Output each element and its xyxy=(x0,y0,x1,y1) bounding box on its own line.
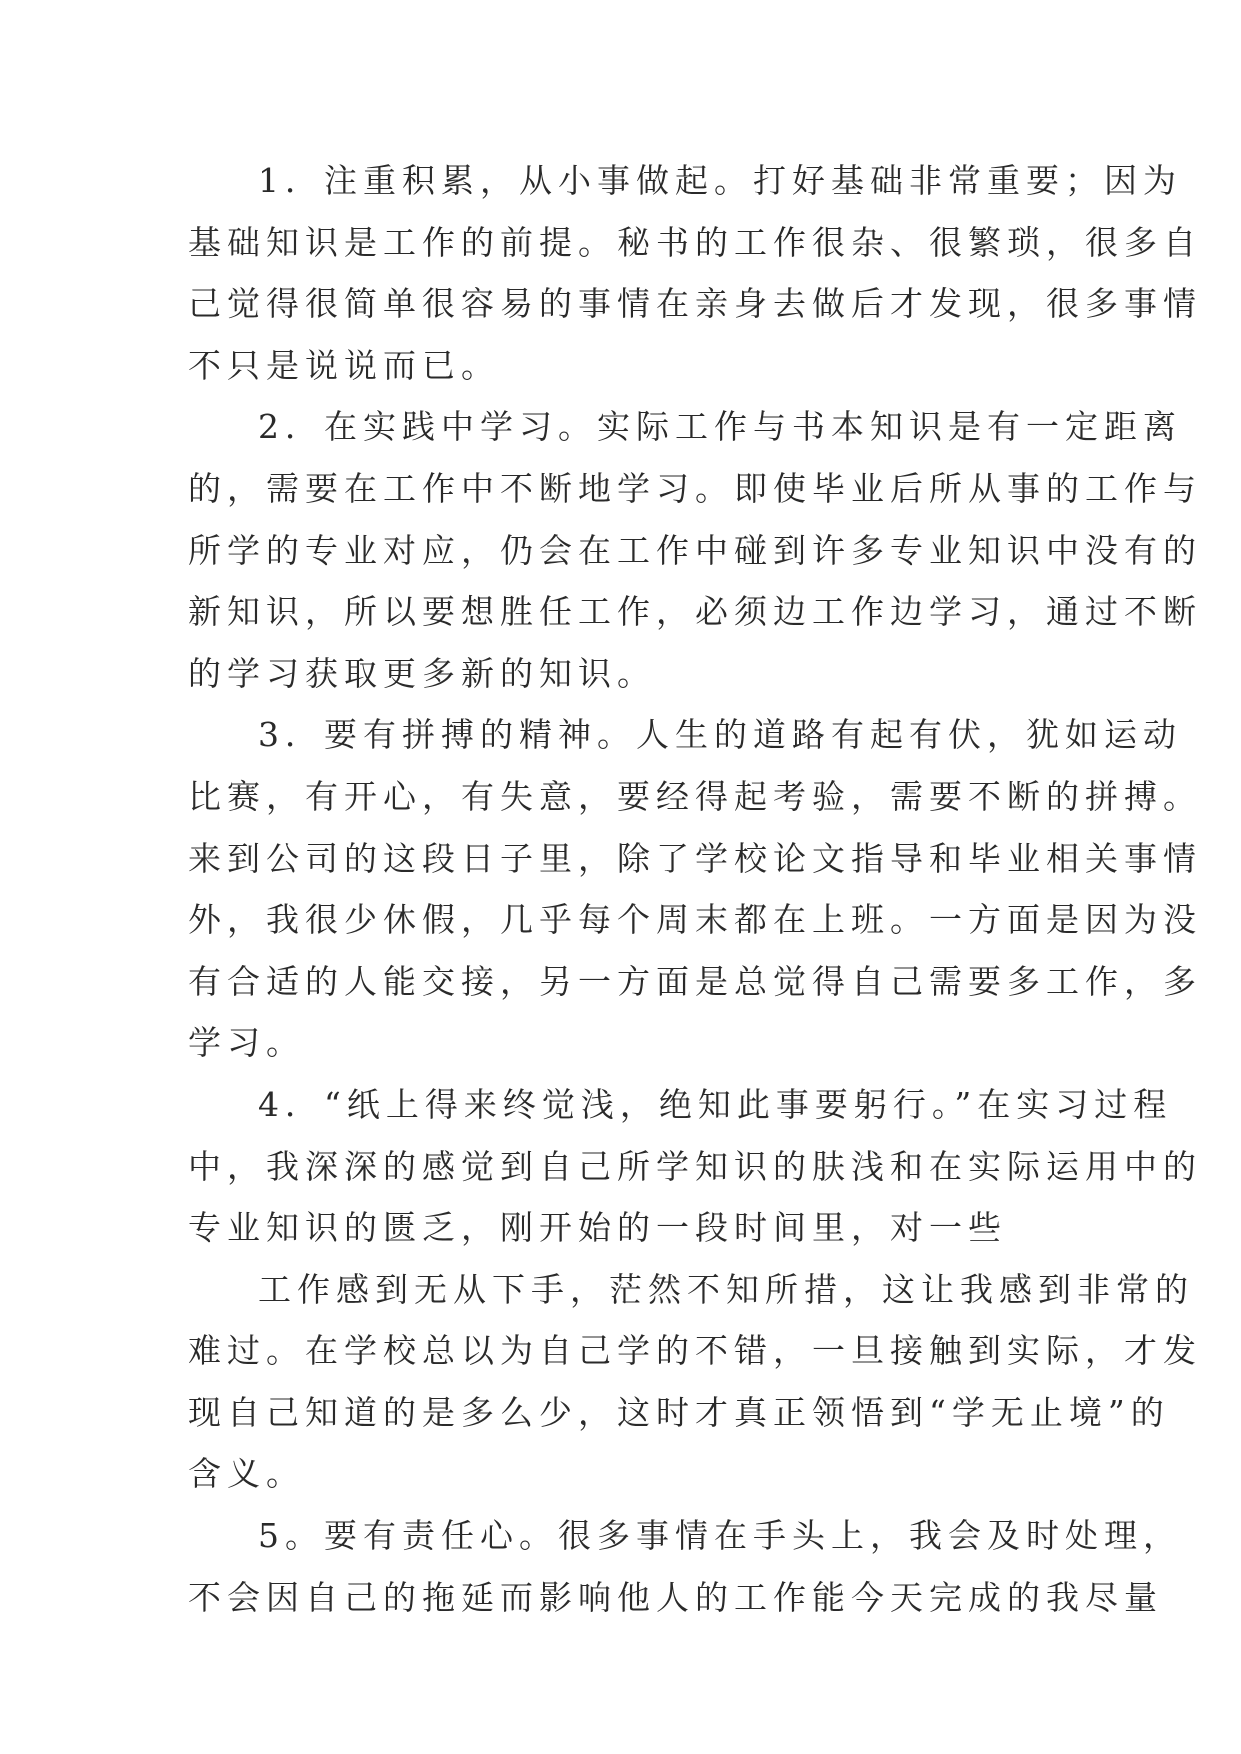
paragraph-4-line-2: 中，我深深的感觉到自己所学知识的肤浅和在实际运用中的 xyxy=(188,1146,1202,1186)
paragraph-3-line-2: 比赛，有开心，有失意，要经得起考验，需要不断的拼搏。 xyxy=(188,776,1202,816)
paragraph-4-line-3: 专业知识的匮乏，刚开始的一段时间里，对一些 xyxy=(188,1208,1007,1248)
paragraph-3-line-4: 外，我很少休假，几乎每个周末都在上班。一方面是因为没 xyxy=(188,900,1202,940)
paragraph-5-line-1: 工作感到无从下手，茫然不知所措，这让我感到非常的 xyxy=(258,1269,1194,1309)
paragraph-6-line-1: 5。要有责任心。很多事情在手头上，我会及时处理， xyxy=(258,1516,1182,1556)
paragraph-5-line-4: 含义。 xyxy=(188,1454,305,1494)
paragraph-2-line-5: 的学习获取更多新的知识。 xyxy=(188,653,656,693)
paragraph-1-line-2: 基础知识是工作的前提。秘书的工作很杂、很繁琐，很多自 xyxy=(188,222,1202,262)
paragraph-3-line-1: 3．要有拼搏的精神。人生的道路有起有伏，犹如运动 xyxy=(258,715,1182,755)
paragraph-2-line-1: 2．在实践中学习。实际工作与书本知识是有一定距离 xyxy=(258,407,1182,447)
paragraph-1-line-4: 不只是说说而已。 xyxy=(188,345,500,385)
paragraph-3-line-3: 来到公司的这段日子里，除了学校论文指导和毕业相关事情 xyxy=(188,838,1202,878)
document-body xyxy=(188,150,1202,1628)
paragraph-2-line-3: 所学的专业对应，仍会在工作中碰到许多专业知识中没有的 xyxy=(188,530,1202,570)
paragraph-3-line-5: 有合适的人能交接，另一方面是总觉得自己需要多工作，多 xyxy=(188,961,1202,1001)
paragraph-1-line-3: 己觉得很简单很容易的事情在亲身去做后才发现，很多事情 xyxy=(188,284,1202,324)
paragraph-6-line-2: 不会因自己的拖延而影响他人的工作能今天完成的我尽量 xyxy=(188,1577,1163,1617)
paragraph-4-line-1: 4．“纸上得来终觉浅，绝知此事要躬行。”在实习过程 xyxy=(258,1084,1173,1124)
paragraph-5-line-3: 现自己知道的是多么少，这时才真正领悟到“学无止境”的 xyxy=(188,1392,1170,1432)
paragraph-2-line-2: 的，需要在工作中不断地学习。即使毕业后所从事的工作与 xyxy=(188,468,1202,508)
paragraph-1-line-1: 1．注重积累，从小事做起。打好基础非常重要；因为 xyxy=(258,161,1182,200)
paragraph-5-line-2: 难过。在学校总以为自己学的不错，一旦接触到实际，才发 xyxy=(188,1331,1202,1371)
paragraph-3-line-6: 学习。 xyxy=(188,1023,305,1063)
paragraph-2-line-4: 新知识，所以要想胜任工作，必须边工作边学习，通过不断 xyxy=(188,592,1202,632)
